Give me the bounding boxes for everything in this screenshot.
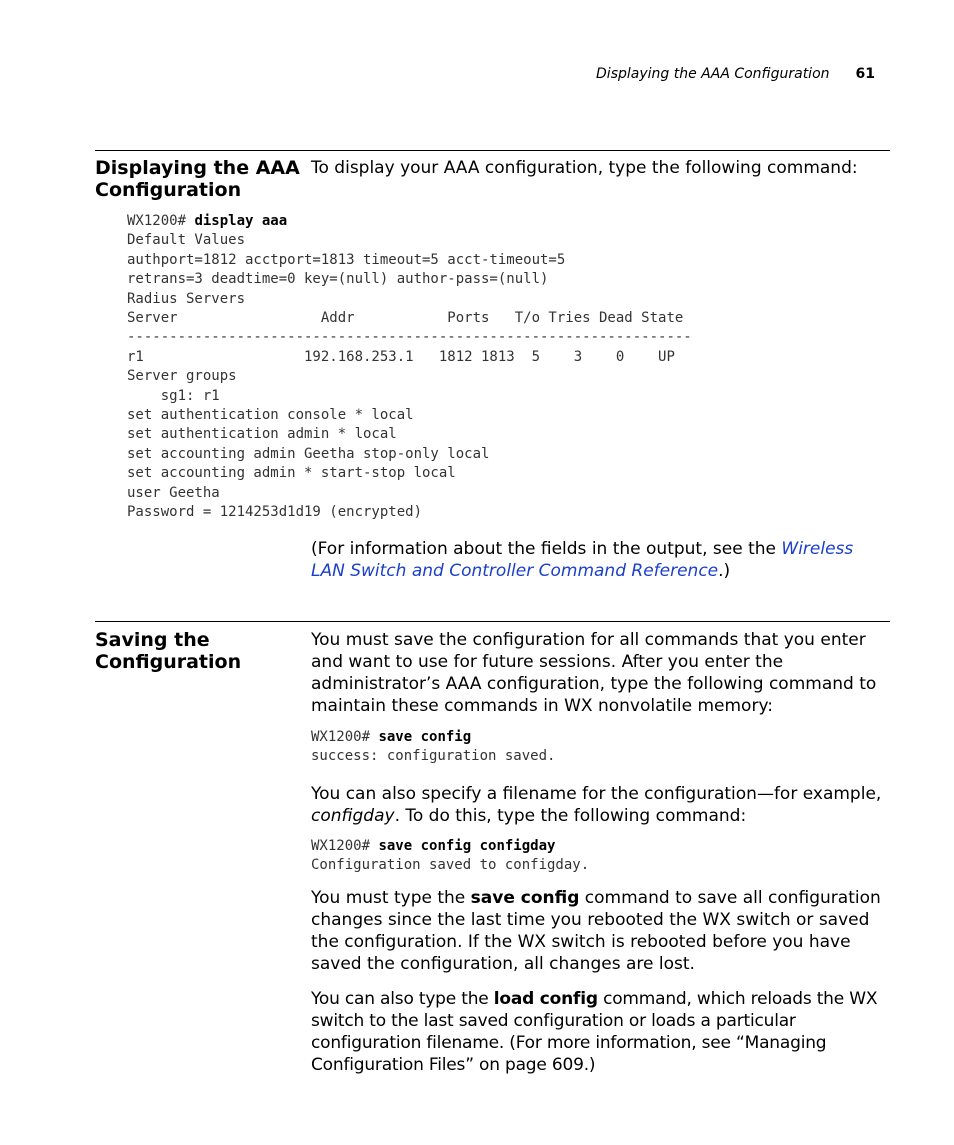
saving-paragraph-1: You must save the configuration for all commands that you enter and want to use for future sessions. After you enter the administrator’s AAA configuration, type the following command to maintain these commands in WX nonvolatile memory: <box>311 630 877 716</box>
command-prompt: WX1200# <box>127 213 195 229</box>
command-prompt: WX1200# <box>311 838 379 854</box>
output-line: set authentication admin * local <box>127 426 397 443</box>
command-prompt: WX1200# <box>311 729 379 745</box>
command-output: success: configuration saved. <box>311 748 556 765</box>
filename-example: configday <box>311 806 395 826</box>
output-line: set accounting admin * start-stop local <box>127 465 456 482</box>
section-rule <box>95 621 890 622</box>
output-line: Default Values <box>127 232 246 249</box>
command-save-config: save config <box>378 729 472 745</box>
output-line: sg1: r1 <box>127 387 220 404</box>
output-line: retrans=3 deadtime=0 key=(null) author-pass=(null) <box>127 271 549 288</box>
section-rule <box>95 150 890 151</box>
output-line: Server Addr Ports T/o Tries Dead State <box>127 310 684 327</box>
save-config-configday-code-block <box>311 837 589 876</box>
command-output: Configuration saved to configday. <box>311 857 590 874</box>
saving-paragraph-3: You must type the save config command to save all configuration changes since the last time you rebooted the WX switch or saved the configuration. If the WX switch is rebooted before you have saved the configuration, all changes are lost. <box>311 888 881 974</box>
output-line: ------------------------------------------------------------------- <box>127 329 692 346</box>
page-number: 61 <box>855 66 875 82</box>
command-reference-link[interactable]: Wireless LAN Switch and Controller Command Reference <box>311 539 854 581</box>
load-config-term: load config <box>493 989 598 1009</box>
output-line: authport=1812 acctport=1813 timeout=5 acct-timeout=5 <box>127 251 566 268</box>
display-aaa-code-block <box>127 212 692 523</box>
saving-paragraph-4: You can also type the load config command, which reloads the WX switch to the last saved configuration or loads a particular configuration filename. (For more information, see “Managing Configuration Files” on page 609.) <box>311 989 878 1075</box>
command-display-aaa: display aaa <box>194 213 288 229</box>
command-output <box>127 232 692 520</box>
running-header <box>596 66 875 82</box>
saving-paragraph-2: You can also specify a filename for the configuration—for example, configday. To do this, type the following command: <box>311 784 882 826</box>
save-config-code-block <box>311 728 555 767</box>
command-save-config-configday: save config configday <box>378 838 556 854</box>
output-line: set accounting admin Geetha stop-only local <box>127 445 490 462</box>
save-config-term: save config <box>470 888 580 908</box>
running-header-title: Displaying the AAA Configuration <box>596 66 830 82</box>
section-heading-saving: Saving the Configuration <box>95 629 242 673</box>
reference-note: (For information about the fields in the output, see the Wireless LAN Switch and Controller Command Reference.) <box>311 539 854 581</box>
reference-text: (For information about the fields in the output, see the <box>311 539 782 559</box>
output-line: set authentication console * local <box>127 407 414 424</box>
output-line: Password = 1214253d1d19 (encrypted) <box>127 504 423 521</box>
section1-intro <box>311 157 891 179</box>
output-line: Radius Servers <box>127 290 246 307</box>
output-line: r1 192.168.253.1 1812 1813 5 3 0 UP <box>127 348 675 365</box>
output-line: Server groups <box>127 368 237 385</box>
section-heading-display-aaa: Displaying the AAA Configuration <box>95 157 300 201</box>
output-line: user Geetha <box>127 484 220 501</box>
intro-text: To display your AAA configuration, type the following command: <box>311 158 858 178</box>
